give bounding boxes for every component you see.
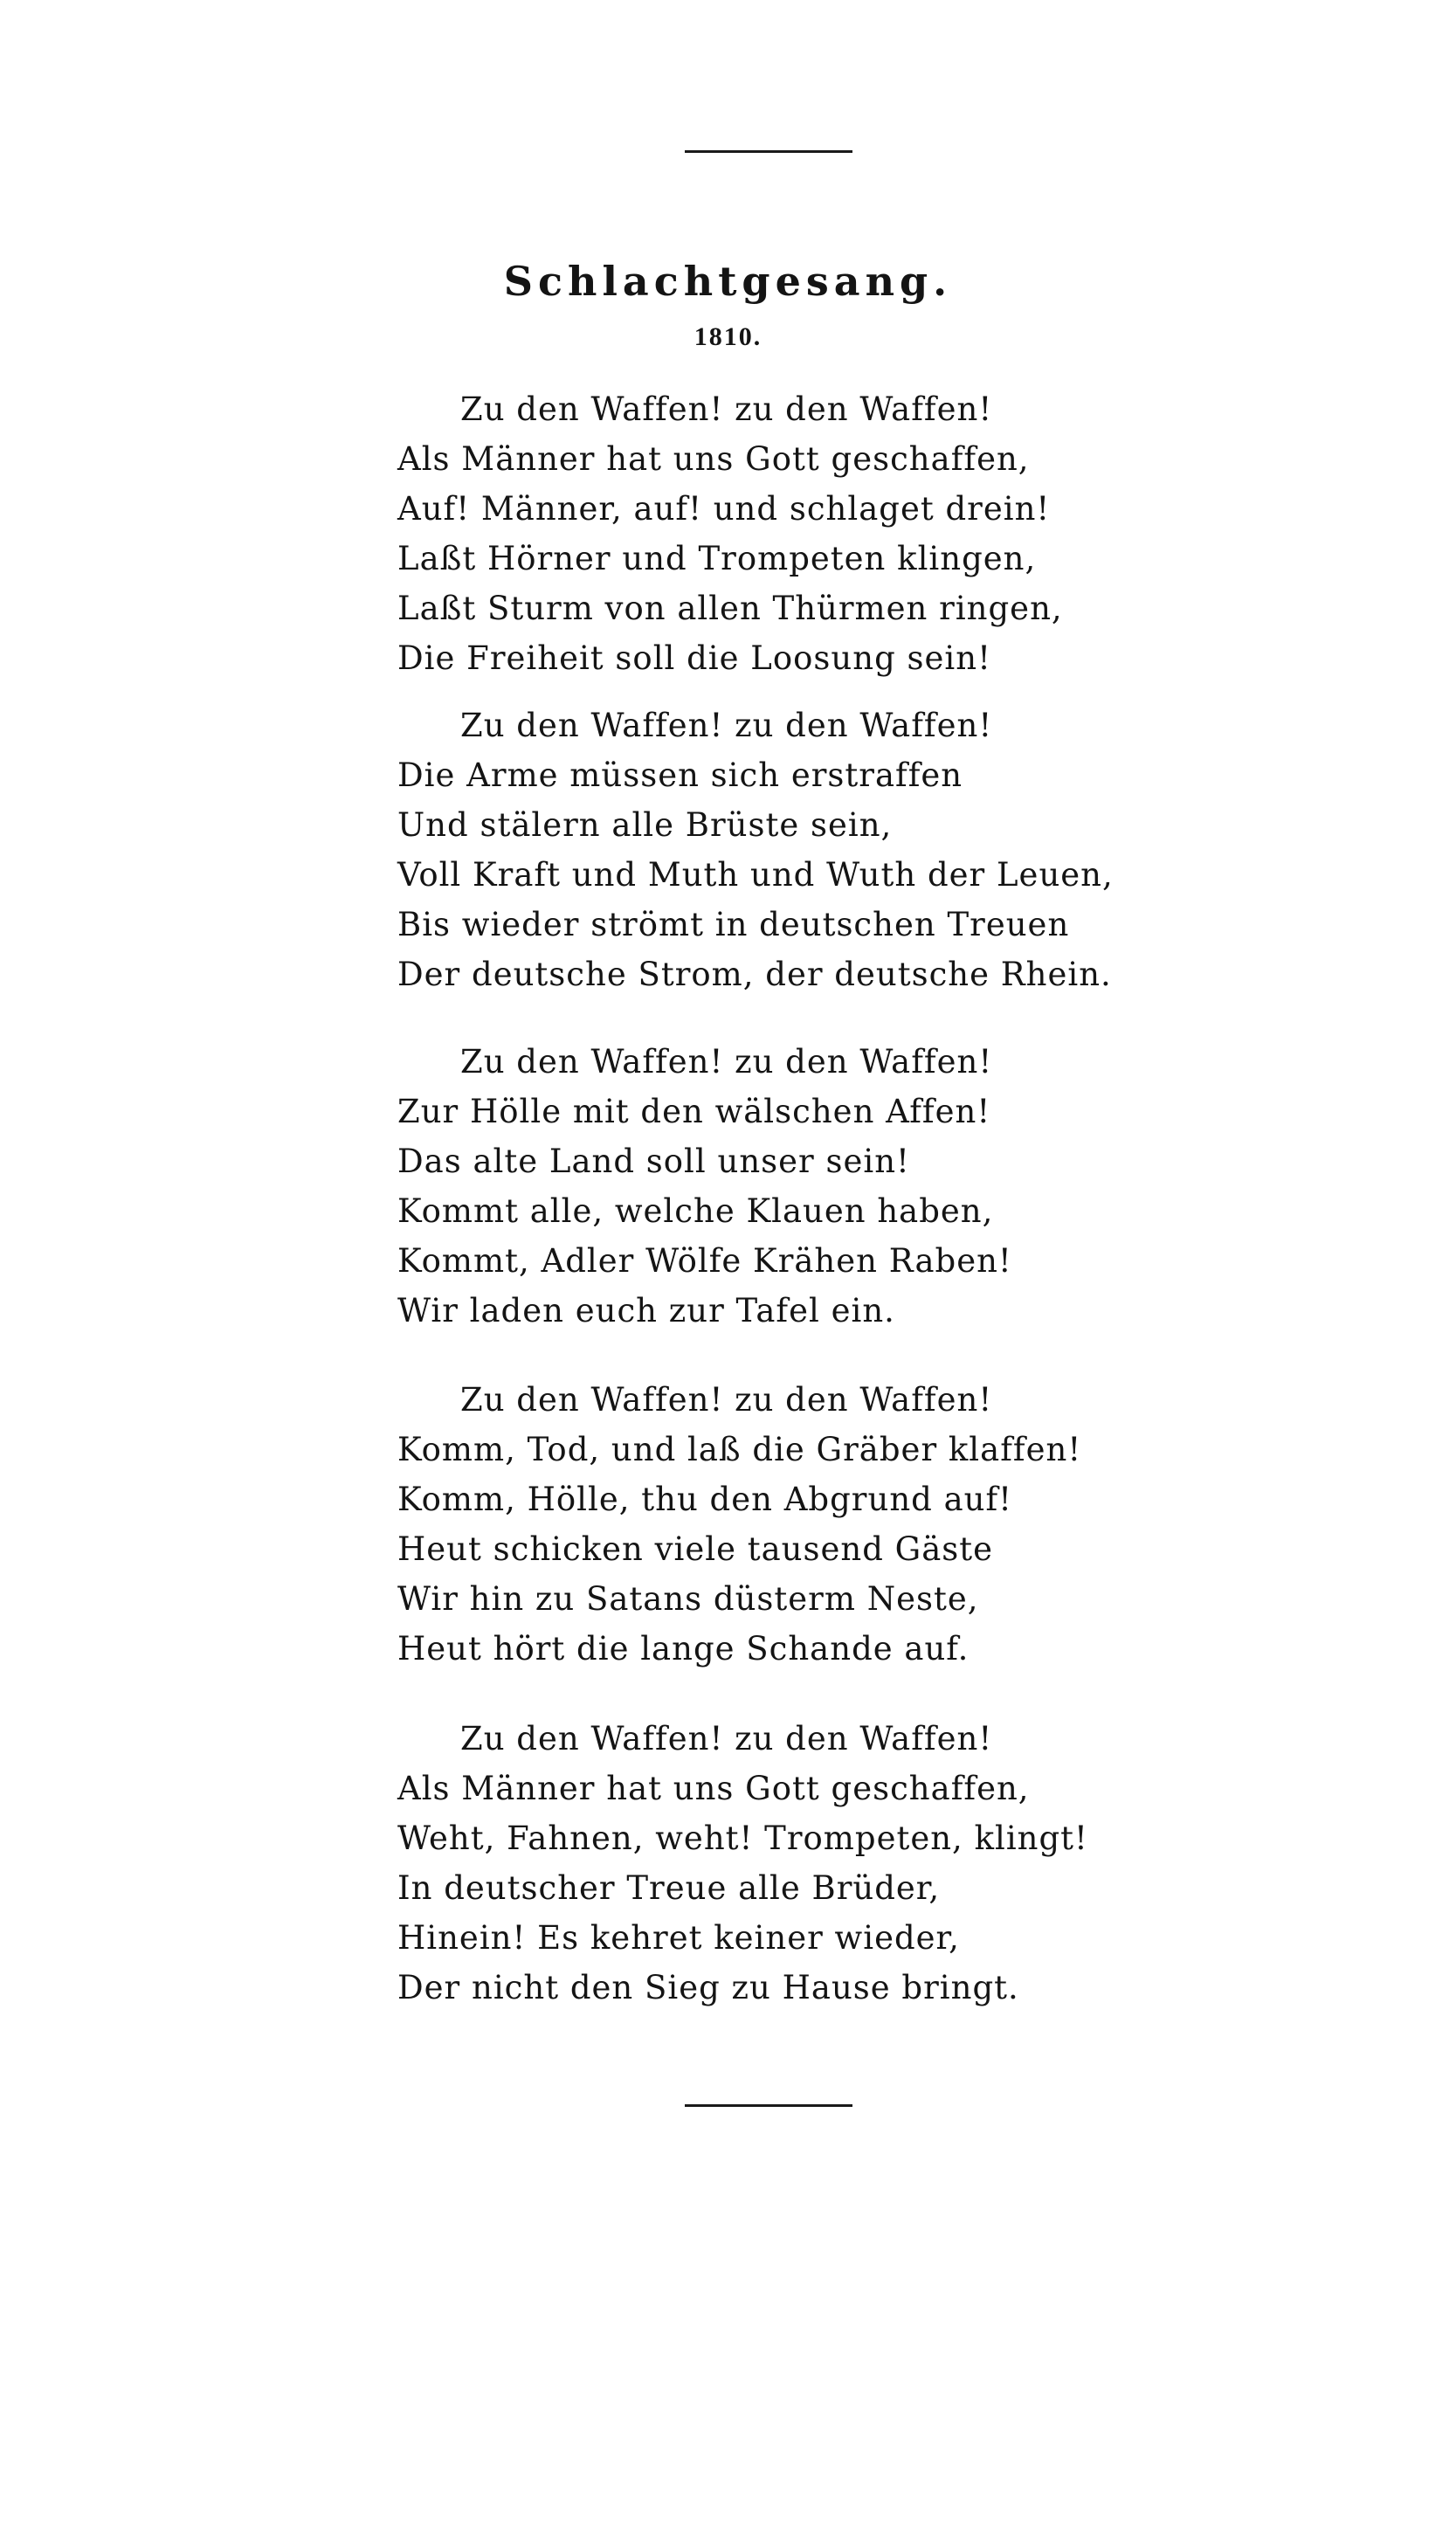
verse-line: Und stälern alle Brüste sein, [397,806,893,844]
stanza-5 [397,1714,1183,2013]
verse-line: Zu den Waffen! zu den Waffen! [460,707,993,744]
poem-title: Schlachtgesang. [503,258,953,305]
verse-line: Wir hin zu Satans düsterm Neste, [397,1580,979,1618]
bottom-divider [685,2104,852,2107]
verse-line: Hinein! Es kehret keiner wieder, [397,1919,960,1957]
stanza-3 [397,1037,1183,1336]
verse-line: Zu den Waffen! zu den Waffen! [460,1381,993,1419]
stanza-2 [397,701,1183,999]
verse-line: Zu den Waffen! zu den Waffen! [460,390,993,428]
verse-line: Zu den Waffen! zu den Waffen! [460,1043,993,1081]
verse-line: Heut hört die lange Schande auf. [397,1630,970,1668]
verse-line: Kommt, Adler Wölfe Krähen Raben! [397,1242,1012,1280]
verse-line: Laßt Hörner und Trompeten klingen, [397,540,1037,577]
verse-line: Weht, Fahnen, weht! Trompeten, klingt! [397,1820,1088,1857]
verse-line: Wir laden euch zur Tafel ein. [397,1292,895,1329]
verse-line: Der nicht den Sieg zu Hause bringt. [397,1969,1019,2006]
verse-line: Der deutsche Strom, der deutsche Rhein. [397,956,1112,993]
verse-line: Kommt alle, welche Klauen haben, [397,1192,994,1230]
stanza-4 [397,1375,1183,1674]
verse-line: Bis wieder strömt in deutschen Treuen [397,906,1070,943]
stanza-1 [397,384,1183,683]
verse-line: Komm, Tod, und laß die Gräber klaffen! [397,1431,1082,1468]
verse-line: Zu den Waffen! zu den Waffen! [460,1720,993,1757]
verse-line: Heut schicken viele tausend Gäste [397,1530,994,1568]
verse-line: Als Männer hat uns Gott geschaffen, [397,1770,1030,1807]
top-divider [685,150,852,153]
verse-line: Auf! Männer, auf! und schlaget drein! [397,490,1051,528]
verse-line: Zur Hölle mit den wälschen Affen! [397,1093,991,1130]
verse-line: Komm, Hölle, thu den Abgrund auf! [397,1481,1013,1518]
verse-line: Die Freiheit soll die Loosung sein! [397,639,991,677]
verse-line: Das alte Land soll unser sein! [397,1143,910,1180]
poem-year: 1810. [693,322,763,351]
verse-line: Laßt Sturm von allen Thürmen ringen, [397,590,1063,627]
verse-line: Voll Kraft und Muth und Wuth der Leuen, [397,856,1114,894]
verse-line: Die Arme müssen sich erstraffen [397,756,963,794]
verse-line: In deutscher Treue alle Brüder, [397,1869,941,1907]
verse-line: Als Männer hat uns Gott geschaffen, [397,440,1030,478]
